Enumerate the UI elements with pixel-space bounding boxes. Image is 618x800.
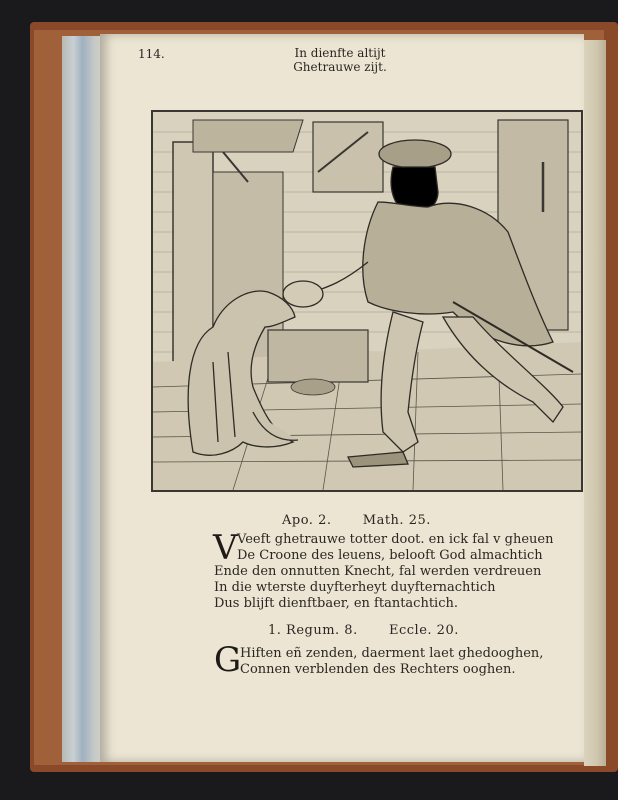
engraving-man-feeding-dog-icon xyxy=(153,112,581,490)
verse-line-4: In die wterste duyfterheyt duyfternachtich xyxy=(214,580,496,595)
reference-apocalypse: Apo. 2. xyxy=(282,513,332,528)
verse-line-1: Veeft ghetrauwe totter doot. en ick fal v gheuen xyxy=(237,532,554,547)
page-header xyxy=(260,46,420,74)
reference-kings: 1. Regum. 8. xyxy=(268,623,358,638)
verse2-line-1: Hiften eñ zenden, daerment laet ghedooghen, xyxy=(240,646,544,661)
page-edges-right xyxy=(584,40,606,766)
verse-line-2: De Croone des leuens, belooft God almachtich xyxy=(237,548,543,563)
header-line-2: Ghetrauwe zijt. xyxy=(293,60,387,74)
engraving-illustration xyxy=(151,110,583,492)
dropcap-v: V xyxy=(213,528,238,568)
reference-ecclesiasticus: Eccle. 20. xyxy=(389,623,459,638)
verse-line-5: Dus blijft dienftbaer, en ftantachtich. xyxy=(214,596,458,611)
page-number: 114. xyxy=(138,47,165,61)
header-line-1: In dienfte altijt xyxy=(294,46,386,60)
scripture-reference-2 xyxy=(268,623,459,638)
reference-matthew: Math. 25. xyxy=(362,513,431,528)
verse-line-3: Ende den onnutten Knecht, fal werden verdreuen xyxy=(214,564,542,579)
scripture-reference-1 xyxy=(282,513,431,528)
dropcap-g: G xyxy=(214,640,242,680)
verse2-line-2: Connen verblenden des Rechters ooghen. xyxy=(240,662,516,677)
